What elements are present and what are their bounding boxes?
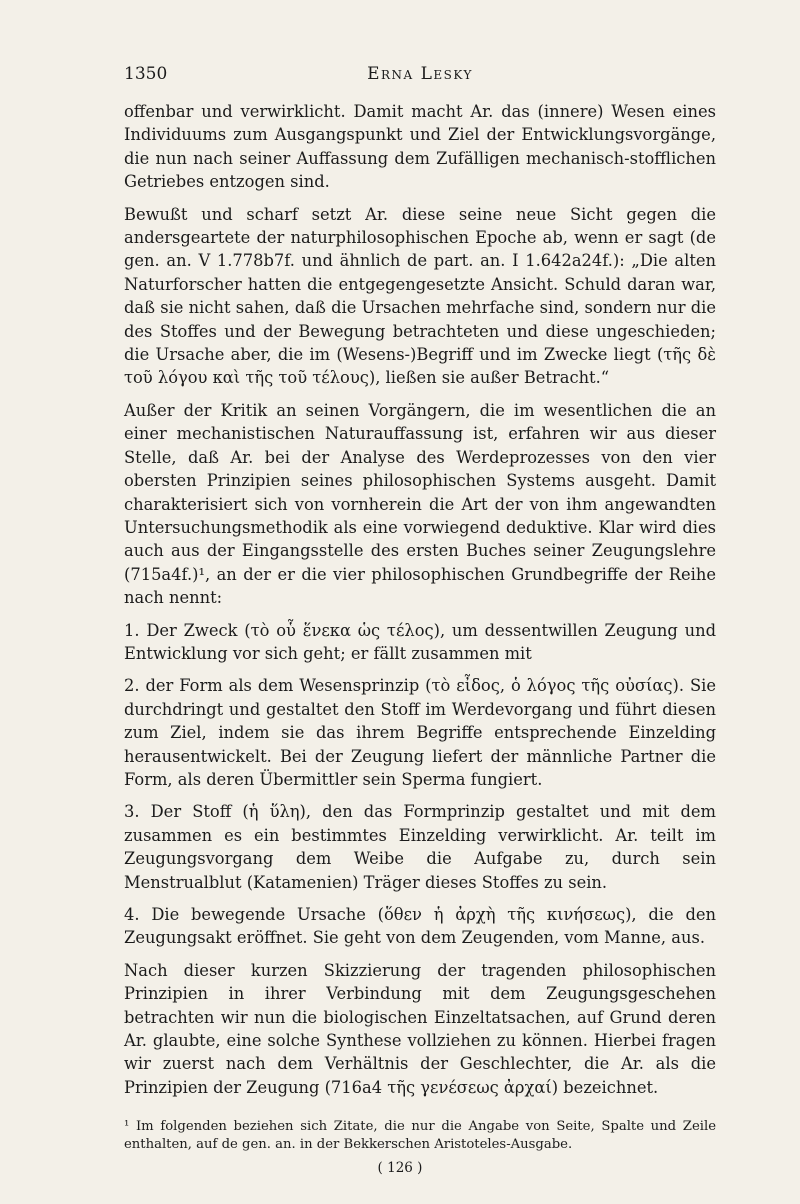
running-header (124, 64, 716, 86)
list-item: 2. der Form als dem Wesensprinzip (τὸ εἶδος, ὁ λόγος τῆς οὐσίας). Sie durchdringt und gestaltet den Stoff im Werdevorgang und führt diesen zum Ziel, indem sie das ihrem Begriffe entsprechende Einzelding herausentwickelt. Bei der Zeugung liefert der männliche Partner die Form, als deren Übermittler sein Sperma fungiert. (124, 676, 716, 789)
running-author: Erna Lesky (367, 64, 473, 84)
body-text (124, 100, 716, 1108)
list-item: 4. Die bewegende Ursache (ὅθεν ἡ ἀρχὴ τῆς κινήσεως), die den Zeugungsakt eröffnet. Sie geht von dem Zeugenden, vom Manne, aus. (124, 905, 716, 948)
page-footer: ( 126 ) (377, 1160, 423, 1176)
page-number: 1350 (124, 64, 168, 84)
paragraph: Bewußt und scharf setzt Ar. diese seine neue Sicht gegen die andersgeartete der naturphilosophischen Epoche ab, wenn er sagt (de gen. an. V 1.778b7f. und ähnlich de part. an. I 1.642a24f.): „Die alten Naturforscher hatten die entgegengesetzte Ansicht. Schuld daran war, daß sie nicht sahen, daß die Ursachen mehrfache sind, sondern nur die des Stoffes und der Bewegung betrachteten und diese ungeschieden; die Ursache aber, die im (Wesens-)Begriff und im Zwecke liegt (τῆς δὲ τοῦ λόγου καὶ τῆς τοῦ τέλους), ließen sie außer Betracht.“ (124, 204, 716, 388)
paragraph: Außer der Kritik an seinen Vorgängern, die im wesentlichen die an einer mechanistischen Naturauffassung ist, erfahren wir aus dieser Stelle, daß Ar. bei der Analyse des Werdeprozesses von den vier obersten Prinzipien seines philosophischen Systems ausgeht. Damit charakterisiert sich von vornherein die Art der von ihm angewandten Untersuchungsmethodik als eine vorwiegend deduktive. Klar wird dies auch aus der Eingangsstelle des ersten Buches seiner Zeugungslehre (715a4f.)¹, an der er die vier philosophischen Grundbegriffe der Reihe nach nennt: (124, 400, 716, 608)
footnote: ¹ Im folgenden beziehen sich Zitate, die nur die Angabe von Seite, Spalte und Zeile enthalten, auf de gen. an. in der Bekkerschen Aristoteles-Ausgabe. (124, 1119, 716, 1152)
paragraph: Nach dieser kurzen Skizzierung der tragenden philosophischen Prinzipien in ihrer Verbindung mit dem Zeugungsgeschehen betrachten wir nun die biologischen Einzeltatsachen, auf Grund deren Ar. glaubte, eine solche Synthese vollziehen zu können. Hierbei fragen wir zuerst nach dem Verhältnis der Geschlechter, die Ar. als die Prinzipien der Zeugung (716a4 τῆς γενέσεως ἀρχαί) bezeichnet. (124, 960, 716, 1097)
list-item: 1. Der Zweck (τὸ οὗ ἕνεκα ὡς τέλος), um dessentwillen Zeugung und Entwicklung vor sich geht; er fällt zusammen mit (124, 620, 716, 663)
paragraph: offenbar und verwirklicht. Damit macht Ar. das (innere) Wesen eines Individuums zum Ausgangspunkt und Ziel der Entwicklungsvorgänge, die nun nach seiner Auffassung dem Zufälligen mechanisch-stofflichen Getriebes entzogen sind. (124, 102, 716, 192)
list-item: 3. Der Stoff (ἡ ὕλη), den das Formprinzip gestaltet und mit dem zusammen es ein bestimmtes Einzelding verwirklicht. Ar. teilt im Zeugungsvorgang dem Weibe die Aufgabe zu, durch sein Menstrualblut (Katamenien) Träger dieses Stoffes zu sein. (124, 802, 716, 892)
